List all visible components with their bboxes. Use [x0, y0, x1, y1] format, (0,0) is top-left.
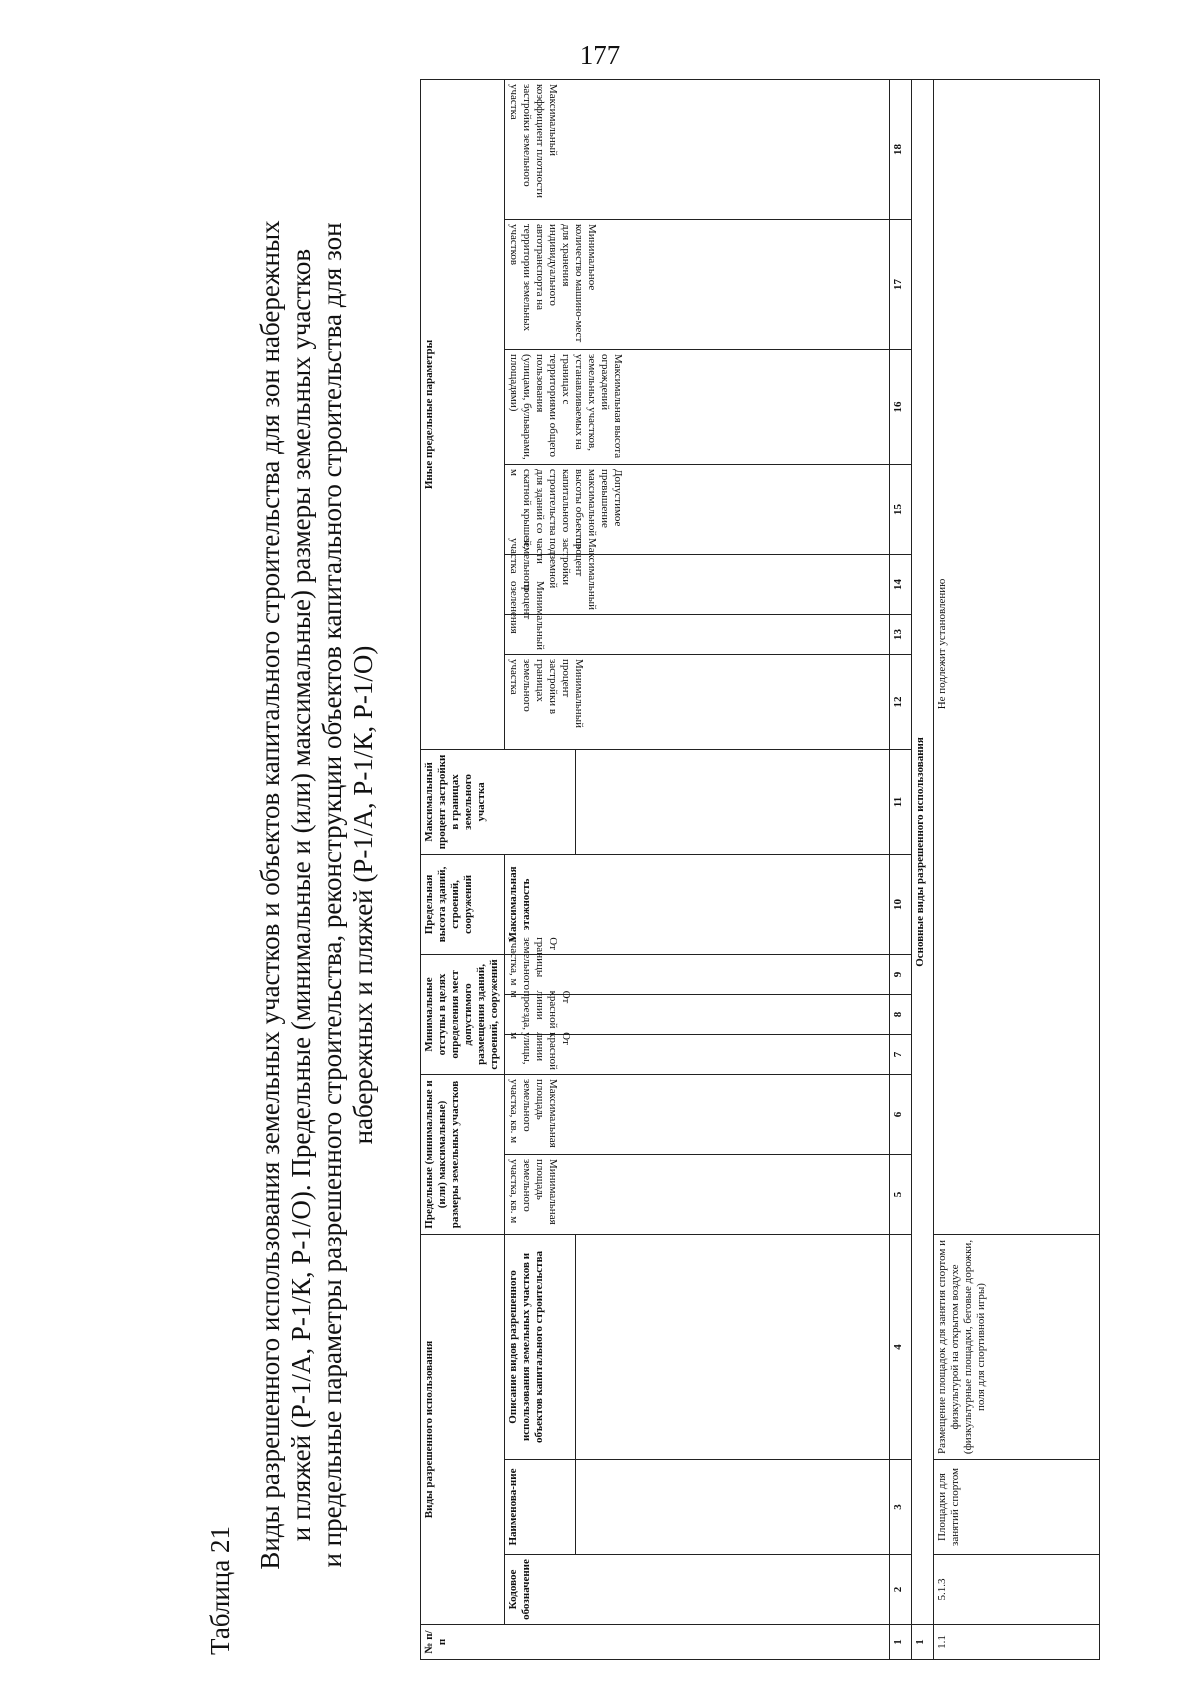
header-c17: Минимальное количество машино-мест для хранения индивидуального автотранспорта на территории земельных участков: [504, 219, 889, 349]
section-num: 1: [911, 1625, 933, 1660]
table-title: [255, 160, 379, 1630]
col-number: 8: [889, 994, 911, 1034]
header-description: Описание видов разрешенного использования земельных участков и объектов капитального строительства: [504, 1234, 575, 1459]
header-name: Наименова-ние: [504, 1460, 575, 1555]
col-number: 9: [889, 954, 911, 994]
title-line: и предельные параметры разрешенного строительства, реконструкции объектов капитального строительства для зон: [317, 222, 347, 1568]
header-description-cont: [575, 1234, 889, 1459]
col-number: 10: [889, 854, 911, 954]
header-use-types: Виды разрешенного использования: [421, 1234, 505, 1624]
header-c12: Минимальный процент застройки в границах земельного участка: [504, 654, 889, 749]
col-number: 13: [889, 614, 911, 654]
header-from-passage: От красной линии проезда, м: [504, 994, 889, 1034]
col-number: 11: [889, 749, 911, 854]
header-plot-sizes: Предельные (минимальные и (или) максимальные) размеры земельных участков: [421, 1074, 505, 1234]
row-name: Площадки для занятий спортом: [934, 1460, 1100, 1555]
row-code: 5.1.3: [934, 1555, 1100, 1625]
col-number: 16: [889, 349, 911, 464]
header-max-area: Максимальная площадь земельного участка, кв. м: [504, 1074, 889, 1154]
row-description: Размещение площадок для занятия спортом и физкультурой на открытом воздухе (физкультурные площадки, беговые дорожки, поля для спортивной игры): [934, 1234, 1100, 1459]
header-num: № п/п: [421, 1625, 890, 1660]
row-params: Не подлежит установлению: [934, 79, 1100, 1234]
col-number: 3: [889, 1460, 911, 1555]
col-number: 15: [889, 464, 911, 554]
header-min-area: Минимальная площадь земельного участка, кв. м: [504, 1154, 889, 1234]
col-number: 7: [889, 1034, 911, 1074]
row-num: 1.1: [934, 1625, 1100, 1660]
col-number: 17: [889, 219, 911, 349]
header-max-coverage-cont: [575, 749, 889, 854]
header-other-params: Иные предельные параметры: [421, 79, 505, 749]
title-line: набережных и пляжей (Р-1/А, Р-1/К, Р-1/О): [348, 645, 378, 1145]
header-c13: Минимальный процент озеленения: [504, 614, 889, 654]
col-number: 12: [889, 654, 911, 749]
header-setbacks: Минимальные отступы в целях определения мест допустимого размещения зданий, строений, сооружений: [421, 954, 505, 1074]
header-max-coverage: Максимальный процент застройки в границах земельного участка: [421, 749, 576, 854]
header-from-boundary: От границы земельного участка, м: [504, 954, 889, 994]
header-name-cont: [575, 1460, 889, 1555]
col-number: 18: [889, 79, 911, 219]
header-height: Предельная высота зданий, строений, сооружений: [421, 854, 505, 954]
col-number: 5: [889, 1154, 911, 1234]
col-number: 1: [889, 1625, 911, 1660]
section-label: Основные виды разрешенного использования: [911, 79, 933, 1624]
col-number: 14: [889, 554, 911, 614]
page-number: 177: [579, 40, 621, 70]
rotated-page-content: [200, 80, 1200, 1680]
header-code: Кодовое обозначение: [504, 1555, 889, 1625]
header-c14: Максимальный процент застройки подземной части земельного участка: [504, 554, 889, 614]
regulations-table: [420, 79, 1100, 1660]
title-line: и пляжей (Р-1/А, Р-1/К, Р-1/О). Предельные (минимальные и (или) максимальные) размеры земельных участков: [286, 248, 316, 1542]
header-floors: Максимальная этажность: [504, 854, 889, 954]
col-number: 2: [889, 1555, 911, 1625]
title-line: Виды разрешенного использования земельных участков и объектов капитального строительства для зон набережных: [255, 220, 285, 1570]
col-number: 6: [889, 1074, 911, 1154]
table-label: Таблица 21: [205, 1526, 235, 1655]
col-number: 4: [889, 1234, 911, 1459]
header-c16: Максимальная высота ограждений земельных участков, устанавливаемых на границах с территориями общего пользования (улицами, бульварами, площадями): [504, 349, 889, 464]
header-from-street: От красной линии улицы, м: [504, 1034, 889, 1074]
header-c15: Допустимое превышение максимальной высоты объектов капитального строительства для зданий со скатной крышей, м: [504, 464, 889, 554]
header-c18: Максимальный коэффициент плотности застройки земельного участка: [504, 79, 889, 219]
